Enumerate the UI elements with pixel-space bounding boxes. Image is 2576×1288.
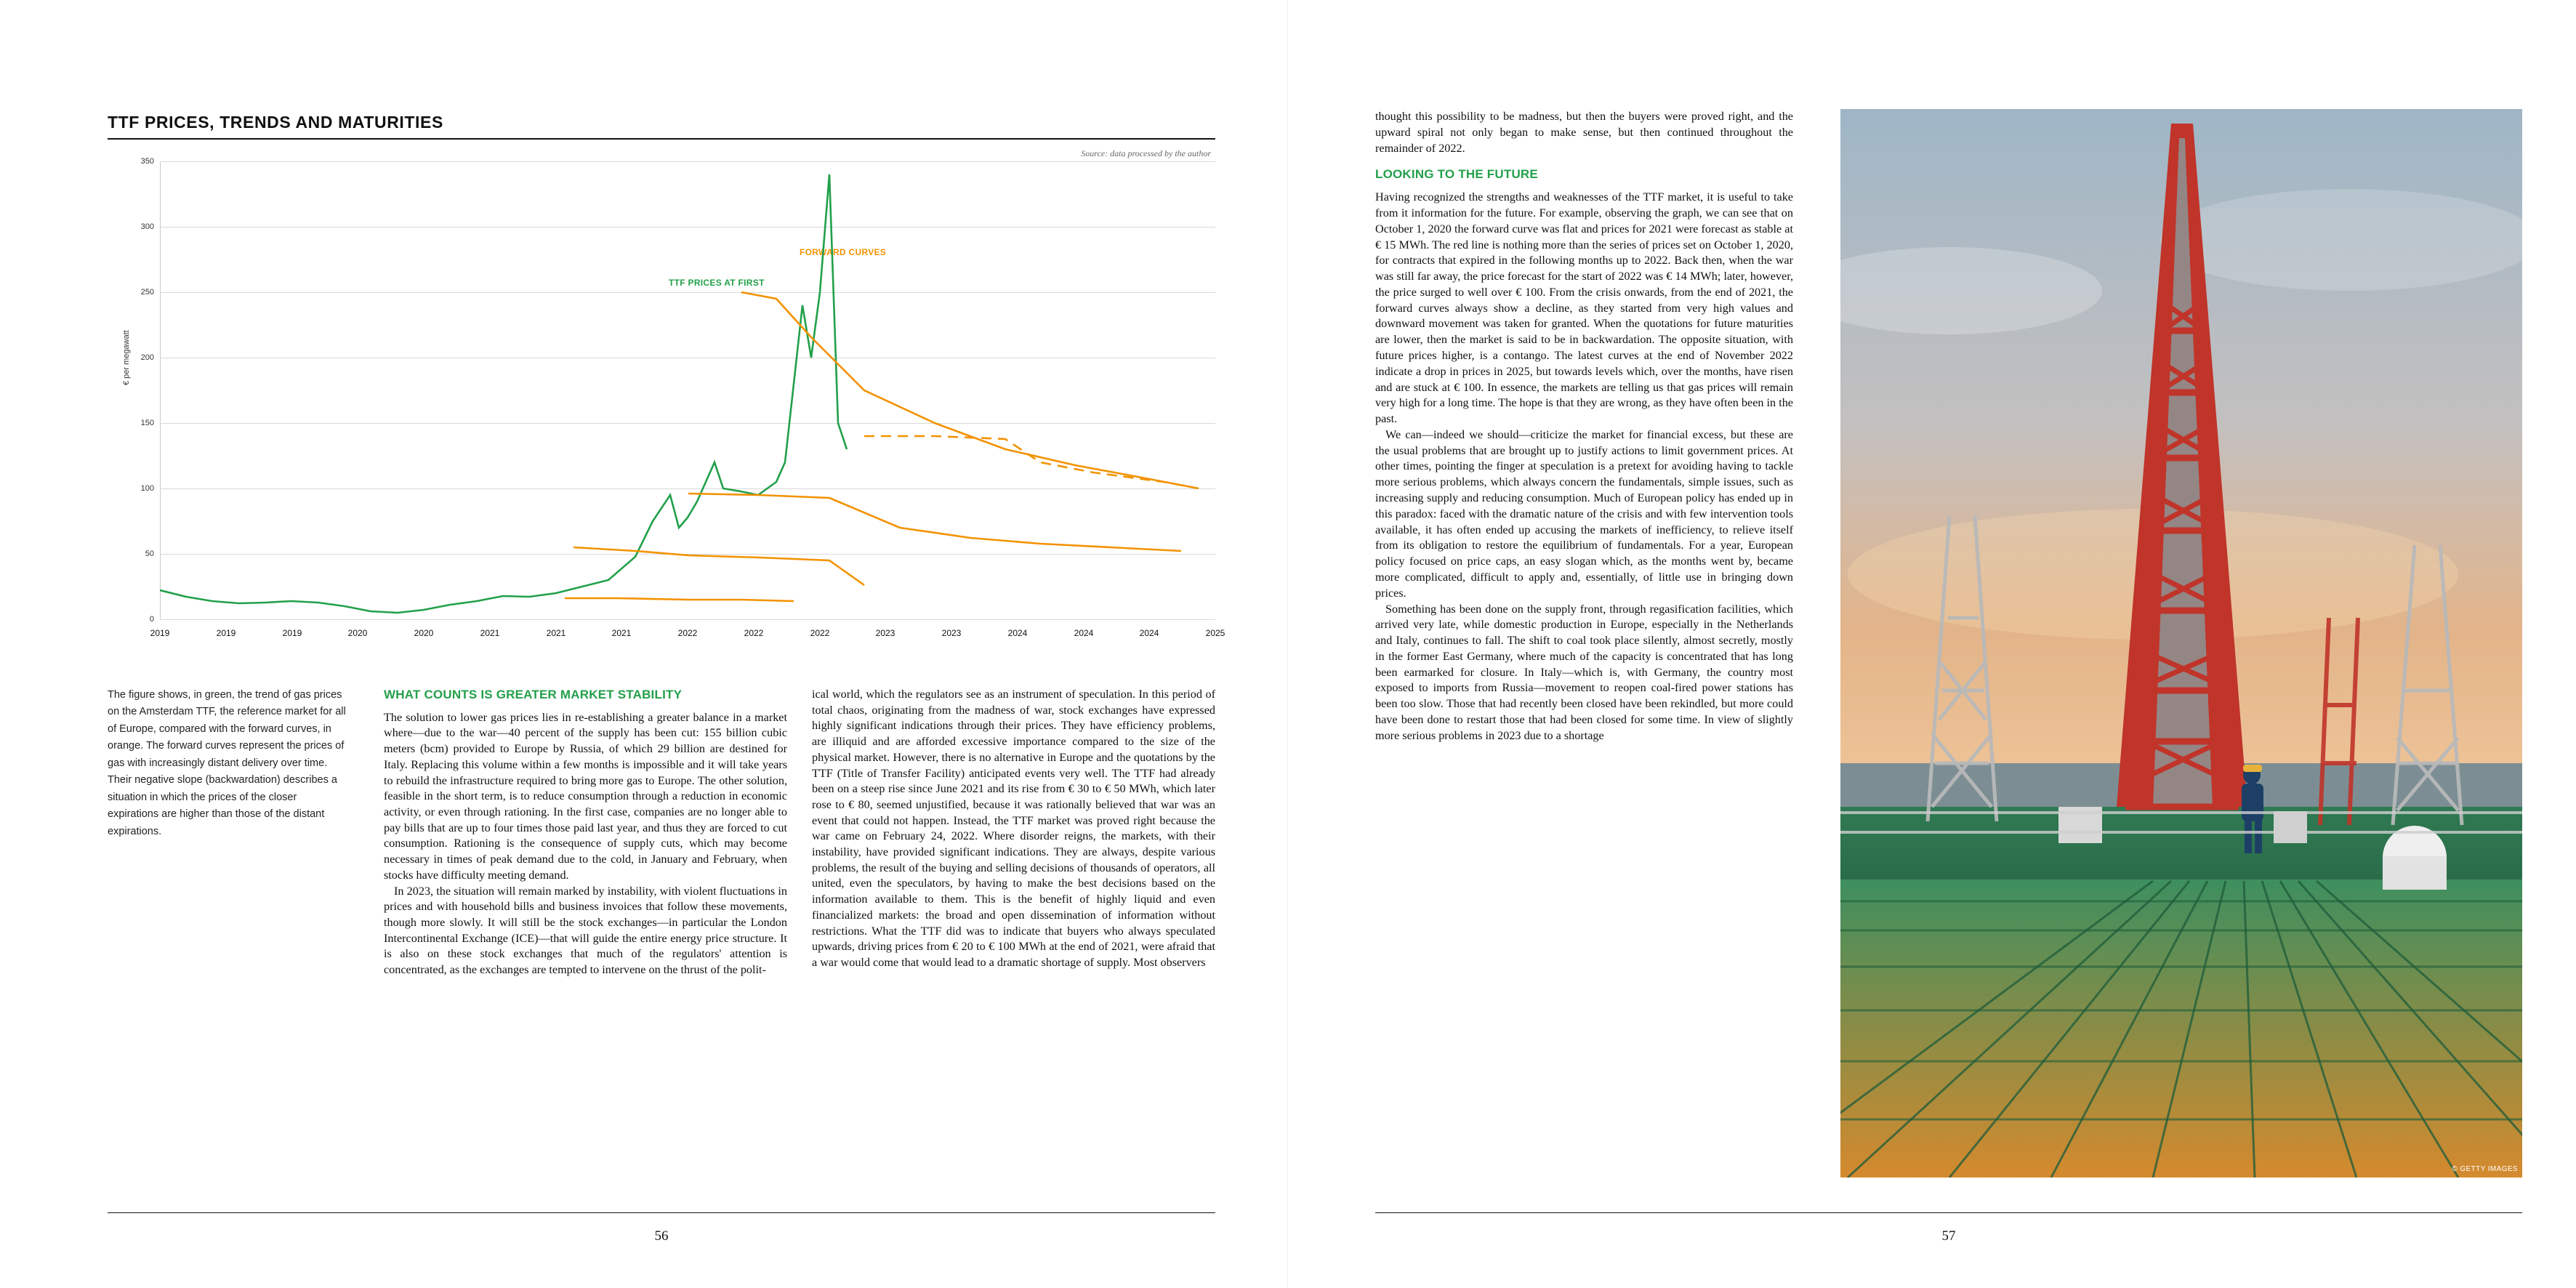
- annotation-forward-curves: FORWARD CURVES: [800, 247, 887, 257]
- series-forward-dashed: [864, 436, 1199, 488]
- page-number-left: 56: [654, 1228, 669, 1244]
- top-rule: [108, 138, 1215, 140]
- x-tick-label: 2022: [810, 628, 830, 638]
- x-tick-label: 2024: [1074, 628, 1094, 638]
- y-tick-label: 300: [140, 222, 154, 231]
- series-forward-nov-2022: [741, 292, 1199, 488]
- x-tick-label: 2025: [1205, 628, 1225, 638]
- paragraph: Something has been done on the supply front, through regasification facilities, which arrived very late, while domestic production in Europe, especially in the Netherlands and Italy, continues to fall. The shift to coal took place silently, almost secretly, mostly in the former East Germany, where much of the capacity is concentrated that has long been earmarked for closure. In Italy—which is, with Germany, the country most exposed to imports from Russia—movement to reopen coal-fired power stations has been too slow. Those that had recently been closed have been rekindled, but more could have been done to restart those that had been closed for some time. In view of slightly more serious problems in 2023 due to a shortage: [1375, 602, 1793, 742]
- chart-plot-area: [140, 157, 1225, 638]
- left-column-1: [384, 687, 787, 978]
- gridline: [160, 619, 1215, 620]
- y-tick-label: 0: [149, 615, 154, 624]
- annotation-ttf-prices: TTF PRICES AT FIRST: [669, 278, 765, 288]
- figure-caption: The figure shows, in green, the trend of gas prices on the Amsterdam TTF, the reference market for all of Europe, compared with the forward curves, in orange. The forward curves represent the prices of gas with increasingly distant delivery over time. Their negative slope (backwardation) describes a situation in which the prices of the closer expirations are higher than those of the distant expirations.: [108, 689, 346, 837]
- paragraph: thought this possibility to be madness, but then the buyers were proved right, and the upward spiral not only began to make sense, but then continued throughout the remainder of 2022.: [1375, 110, 1793, 155]
- paragraph: ical world, which the regulators see as an instrument of speculation. In this period of total chaos, originating from the madness of war, stock exchanges have expressed highly significant indications through their prices. They have efficiency problems, are illiquid and are afforded excessive importance compared to the size of the physical market. However, there is no alternative in Europe and the quotations by the TTF (Title of Transfer Facility) anticipated events very well. The TTF had already been on a steep rise since June 2021 and its rise from € 30 to € 50 MWh, which later rose to € 80, seemed unjustified, because it was rationally believed that war was an event that could not happen. Instead, the TTF market was proved right because the war came on February 24, 2022. Where disorder reigns, the markets, with their instability, have provided significant indications. They are always, despite various problems, the result of the buying and selling decisions of thousands of operators, all united, even the speculators, by having to make the best decisions based on the information available to them. This is the benefit of highly liquid and even financialized markets: the broad and open dissemination of information without restrictions. What the TTF did was to indicate that buyers who always speculated upwards, driving prices from € 20 to € 100 MWh at the end of 2021, were afraid that a war would come that would lead to a dramatic shortage of supply. Most observers: [812, 688, 1215, 969]
- page-number-right: 57: [1941, 1228, 1956, 1244]
- right-text-column: [1375, 109, 1793, 744]
- y-tick-label: 250: [140, 288, 154, 297]
- x-tick-label: 2024: [1139, 628, 1159, 638]
- x-tick-label: 2023: [875, 628, 895, 638]
- section-heading-looking-future: LOOKING TO THE FUTURE: [1375, 167, 1538, 182]
- photo-offshore-platform: [1840, 109, 2522, 1178]
- y-tick-label: 100: [140, 484, 154, 493]
- chart-title: TTF PRICES, TRENDS AND MATURITIES: [108, 113, 443, 132]
- paragraph: Having recognized the strengths and weaknesses of the TTF market, it is useful to take from it information for the future. For example, observing the graph, we can see that on October 1, 2020 the forward curve was flat and prices for 2021 were forecast as stable at € 15 MWh. The red line is nothing more than the series of prices set on October 1, 2020, for contracts that expired in the following months up to 2022. Back then, when the war was still far away, the price forecast for the start of 2022 was € 14 MWh; later, however, the price surged to well over € 100. From the crisis onwards, from the end of 2021, the forward curves always show a decline, as they started from very high values and downward movement was taken for granted. When the quotations for future maturities are lower, then the market is said to be in backwardation. The opposite situation, with future prices higher, is a contango. The latest curves at the end of November 2022 indicate a drop in prices in 2025, but towards levels which, over the months, have risen and are stuck at € 100. In essence, the markets are telling us that gas prices will remain very high for a long time. The hope is that they are wrong, as they have often been in the past.: [1375, 190, 1793, 426]
- photo-credit: © GETTY IMAGES: [2452, 1165, 2518, 1173]
- paragraph: We can—indeed we should—criticize the market for financial excess, but these are the usual problems that are brought up to justify actions to limit government prices. At other times, pointing the finger at speculation is a pretext for avoiding having to tackle more serious problems, which always concern the fundamentals, simple issues, such as increasing supply and reducing consumption. Much of European policy has ended up in this paradox: faced with the dramatic nature of the crisis and with few intervention tools available, it has often ended up accusing the markets of inefficiency, to relieve itself from its obligation to restore the equilibrium of fundamentals. For a year, European policy focused on price caps, an easy slogan which, as the months went by, became more complicated, difficult to apply and, essentially, of little use in bringing down prices.: [1375, 427, 1793, 600]
- chart-figure: [108, 145, 1225, 654]
- y-tick-label: 350: [140, 157, 154, 166]
- x-tick-label: 2020: [414, 628, 434, 638]
- bottom-rule: [108, 1212, 1215, 1213]
- chart-y-axis-label: € per megawatt: [122, 330, 131, 385]
- photo-artwork: [1840, 109, 2522, 1178]
- y-tick-label: 50: [145, 550, 154, 558]
- x-tick-label: 2021: [611, 628, 632, 638]
- series-forward-early-2022: [688, 494, 1181, 551]
- x-tick-label: 2024: [1007, 628, 1028, 638]
- x-tick-label: 2020: [347, 628, 368, 638]
- x-tick-label: 2022: [744, 628, 764, 638]
- y-tick-label: 200: [140, 353, 154, 362]
- chart-source-note: Source: data processed by the author: [1081, 148, 1211, 158]
- left-column-2: [812, 687, 1215, 971]
- series-ttf-spot: [160, 174, 847, 613]
- right-page: [1288, 0, 2576, 1288]
- paragraph: In 2023, the situation will remain marked by instability, with violent fluctuations in prices and with household bills and business invoices that follow these movements, though more slowly. It will still be the stock exchanges—in particular the London Intercontinental Exchange (ICE)—that will guide the entire energy price structure. It is also on these stock exchanges that much of the regulators' attention is concentrated, as the exchanges are tempted to intervene on the thrust of the polit-: [384, 884, 787, 977]
- x-tick-label: 2019: [150, 628, 170, 638]
- paragraph: The solution to lower gas prices lies in re-establishing a greater balance in a market where—due to the war—40 percent of the supply has been cut: 155 billion cubic meters (bcm) provided to Europe by Russia, of which 29 billion are destined for Italy. Replacing this volume within a few months is impossible and it will take years to rebuild the infrastructure required to bring more gas to Europe. The other solution, feasible in the short term, is to reduce consumption through a reduction in economic activity, or even through rationing. In the first case, companies are no longer able to pay bills that are up to four times those paid last year, and thus they are forced to cut consumption. Rationing is the consequence of supply cuts, which may become necessary in times of peak demand due to the cold, in January and February, when stocks have difficulty meeting demand.: [384, 710, 787, 882]
- chart-series-svg: [160, 161, 1215, 619]
- series-forward-mid-2021: [573, 547, 864, 585]
- section-heading-market-stability: WHAT COUNTS IS GREATER MARKET STABILITY: [384, 688, 683, 701]
- x-tick-label: 2021: [480, 628, 500, 638]
- x-tick-label: 2019: [282, 628, 302, 638]
- x-tick-label: 2023: [941, 628, 962, 638]
- x-tick-label: 2021: [546, 628, 566, 638]
- bottom-rule: [1375, 1212, 2522, 1213]
- x-tick-label: 2022: [677, 628, 698, 638]
- y-tick-label: 150: [140, 419, 154, 427]
- x-tick-label: 2019: [216, 628, 236, 638]
- series-forward-oct-2020: [565, 598, 794, 601]
